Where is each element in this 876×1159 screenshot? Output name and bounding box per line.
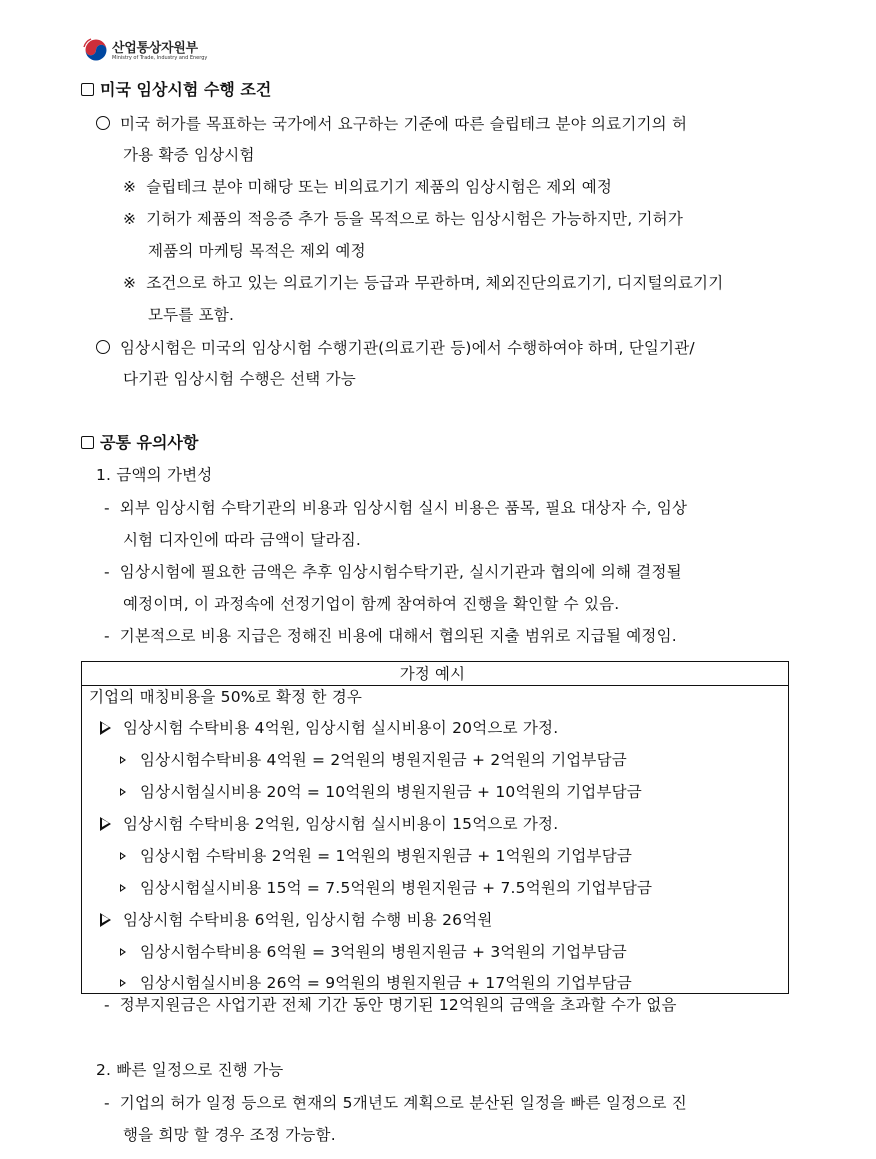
dash-bullet: -: [104, 499, 110, 517]
section1-item2-cont: 다기관 임상시험 수행은 선택 가능: [123, 370, 356, 388]
case-line: 임상시험 수탁비용 2억원 = 1억원의 병원지원금 + 1억원의 기업부담금: [120, 846, 632, 866]
ministry-subtitle: Ministry of Trade, Industry and Energy: [112, 55, 208, 61]
case-line: 임상시험실시비용 15억 = 7.5억원의 병원지원금 + 7.5억원의 기업부담금: [120, 878, 652, 898]
section1-item1-cont: 가용 확증 임상시험: [123, 146, 255, 164]
example-box: [81, 661, 789, 994]
square-bullet-icon: [81, 436, 94, 449]
section1-note3-cont: 모두를 포함.: [148, 306, 235, 324]
section1-note2-cont: 제품의 마케팅 목적은 제외 예정: [148, 242, 366, 260]
example-box-title: 가정 예시: [399, 665, 466, 683]
small-triangle-bullet-icon: [120, 788, 126, 796]
section2-title: 공통 유의사항: [81, 433, 198, 453]
reference-mark-icon: ※: [123, 274, 137, 292]
triangle-bullet-icon: [100, 913, 111, 927]
sub2-title: 2. 빠른 일정으로 진행 가능: [96, 1061, 284, 1079]
case-line: 임상시험수탁비용 4억원 = 2억원의 병원지원금 + 2억원의 기업부담금: [120, 750, 627, 770]
case-line: 임상시험실시비용 26억 = 9억원의 병원지원금 + 17억원의 기업부담금: [120, 973, 632, 993]
dash-bullet: -: [104, 563, 110, 581]
section1-note2: ※ 기허가 제품의 적응증 추가 등을 목적으로 하는 임상시험은 가능하지만, 기허가: [123, 210, 683, 228]
square-bullet-icon: [81, 83, 94, 96]
small-triangle-bullet-icon: [120, 979, 126, 987]
small-triangle-bullet-icon: [120, 948, 126, 956]
triangle-bullet-icon: [100, 817, 111, 831]
dash-bullet: -: [104, 627, 110, 645]
bullet2: - 임상시험에 필요한 금액은 추후 임상시험수탁기관, 실시기관과 협의에 의해 결정될: [104, 563, 682, 581]
bullet1: - 외부 임상시험 수탁기관의 비용과 임상시험 실시 비용은 품목, 필요 대상자 수, 임상: [104, 499, 688, 517]
section1-item1: 미국 허가를 목표하는 국가에서 요구하는 기준에 따른 슬립테크 분야 의료기기의 허: [96, 114, 687, 134]
bullet1-cont: 시험 디자인에 따라 금액이 달라짐.: [123, 531, 362, 549]
bullet5-cont: 행을 희망 할 경우 조정 가능함.: [123, 1126, 336, 1144]
taegeuk-emblem-icon: [83, 37, 109, 63]
example-box-divider: [82, 685, 788, 686]
section1-title: 미국 임상시험 수행 조건: [81, 80, 271, 100]
bullet2-cont: 예정이며, 이 과정속에 선정기업이 함께 참여하여 진행을 확인할 수 있음.: [123, 595, 620, 613]
small-triangle-bullet-icon: [120, 756, 126, 764]
bullet4: - 정부지원금은 사업기관 전체 기간 동안 명기된 12억원의 금액을 초과할 수가 없음: [104, 996, 677, 1014]
reference-mark-icon: ※: [123, 178, 137, 196]
triangle-bullet-icon: [100, 721, 111, 735]
circle-bullet-icon: [96, 116, 110, 130]
case-line: 임상시험수탁비용 6억원 = 3억원의 병원지원금 + 3억원의 기업부담금: [120, 942, 627, 962]
example-box-intro: 기업의 매칭비용을 50%로 확정 한 경우: [89, 688, 363, 706]
ministry-name: 산업통상자원부: [112, 41, 198, 56]
ministry-logo: [83, 35, 213, 65]
dash-bullet: -: [104, 996, 110, 1014]
case-heading: 임상시험 수탁비용 6억원, 임상시험 수행 비용 26억원: [100, 910, 493, 930]
section1-note3: ※ 조건으로 하고 있는 의료기기는 등급과 무관하며, 체외진단의료기기, 디지털의료기기: [123, 274, 724, 292]
small-triangle-bullet-icon: [120, 884, 126, 892]
circle-bullet-icon: [96, 340, 110, 354]
case-heading: 임상시험 수탁비용 2억원, 임상시험 실시비용이 15억으로 가정.: [100, 814, 558, 834]
bullet3: - 기본적으로 비용 지급은 정해진 비용에 대해서 협의된 지출 범위로 지급될 예정임.: [104, 627, 677, 645]
reference-mark-icon: ※: [123, 210, 137, 228]
sub1-title: 1. 금액의 가변성: [96, 466, 213, 484]
case-heading: 임상시험 수탁비용 4억원, 임상시험 실시비용이 20억으로 가정.: [100, 718, 558, 738]
small-triangle-bullet-icon: [120, 852, 126, 860]
case-line: 임상시험실시비용 20억 = 10억원의 병원지원금 + 10억원의 기업부담금: [120, 782, 642, 802]
dash-bullet: -: [104, 1094, 110, 1112]
section1-note1: ※ 슬립테크 분야 미해당 또는 비의료기기 제품의 임상시험은 제외 예정: [123, 178, 613, 196]
section1-item2: 임상시험은 미국의 임상시험 수행기관(의료기관 등)에서 수행하여야 하며, 단일기관/: [96, 338, 695, 358]
bullet5: - 기업의 허가 일정 등으로 현재의 5개년도 계획으로 분산된 일정을 빠른 일정으로 진: [104, 1094, 687, 1112]
